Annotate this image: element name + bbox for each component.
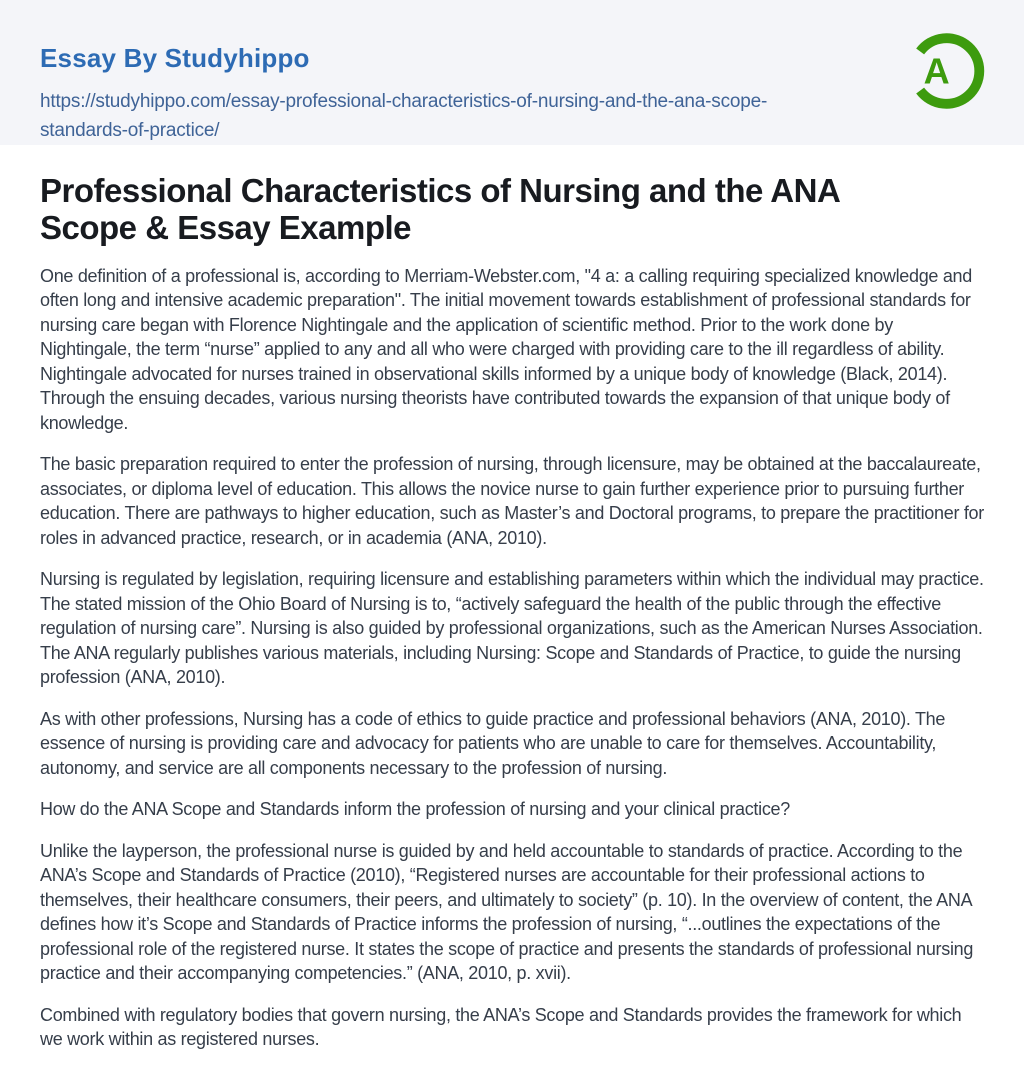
- source-url-link[interactable]: https://studyhippo.com/essay-professional-characteristics-of-nursing-and-the-ana-scope-standards-of-practice/: [40, 90, 768, 141]
- article-content: [0, 145, 1024, 1052]
- article-title: Professional Characteristics of Nursing and the ANA Scope & Essay Example: [40, 172, 840, 247]
- paragraph-basic-preparation: The basic preparation required to enter the profession of nursing, through licensure, may be obtained at the baccalaureate, associates, or diploma level of education. This allows the novice nurse to gain further experience prior to pursuing further education. There are pathways to higher education, such as Master’s and Doctoral programs, to prepare the practitioner for roles in advanced practice, research, or in academia (ANA, 2010).: [40, 454, 984, 548]
- article-body: [40, 264, 984, 1052]
- page-header: [0, 0, 1024, 145]
- logo-letter: A: [923, 50, 950, 92]
- paragraph-framework-conclusion: Combined with regulatory bodies that govern nursing, the ANA’s Scope and Standards provides the framework for which we work within as registered nurses.: [40, 1004, 962, 1050]
- paragraph-standards-of-practice: Unlike the layperson, the professional nurse is guided by and held accountable to standards of practice. According to the ANA’s Scope and Standards of Practice (2010), “Registered nurses are accountable for their professional actions to themselves, their healthcare consumers, their peers, and ultimately to society” (p. 10). In the overview of content, the ANA defines how it’s Scope and Standards of Practice informs the profession of nursing, “...outlines the expectations of the professional role of the registered nurse. It states the scope of practice and presents the standards of professional nursing practice and their accompanying competencies.” (ANA, 2010, p. xvii).: [40, 840, 974, 984]
- site-title: Essay By Studyhippo: [40, 43, 310, 73]
- paragraph-code-of-ethics: As with other professions, Nursing has a code of ethics to guide practice and professional behaviors (ANA, 2010). The essence of nursing is providing care and advocacy for patients who are unable to care for themselves. Accountability, autonomy, and service are all components necessary to the profession of nursing.: [40, 708, 946, 778]
- paragraph-definition-of-professional: One definition of a professional is, according to Merriam-Webster.com, "4 a: a calling requiring specialized knowledge and often long and intensive academic preparation". The initial movement towards establishment of professional standards for nursing care began with Florence Nightingale and the application of scientific method. Prior to the work done by Nightingale, the term “nurse” applied to any and all who were charged with providing care to the ill regardless of ability. Nightingale advocated for nurses trained in observational skills informed by a unique body of knowledge (Black, 2014). Through the ensuing decades, various nursing theorists have contributed towards the expansion of that unique body of knowledge.: [40, 265, 972, 433]
- logo-a-circle-icon: [903, 30, 985, 112]
- paragraph-question: How do the ANA Scope and Standards inform the profession of nursing and your clinical practice?: [40, 799, 790, 820]
- studyhippo-logo: [903, 30, 985, 112]
- paragraph-regulation-legislation: Nursing is regulated by legislation, requiring licensure and establishing parameters within which the individual may practice. The stated mission of the Ohio Board of Nursing is to, “actively safeguard the health of the public through the effective regulation of nursing care”. Nursing is also guided by professional organizations, such as the American Nurses Association. The ANA regularly publishes various materials, including Nursing: Scope and Standards of Practice, to guide the nursing profession (ANA, 2010).: [40, 569, 984, 688]
